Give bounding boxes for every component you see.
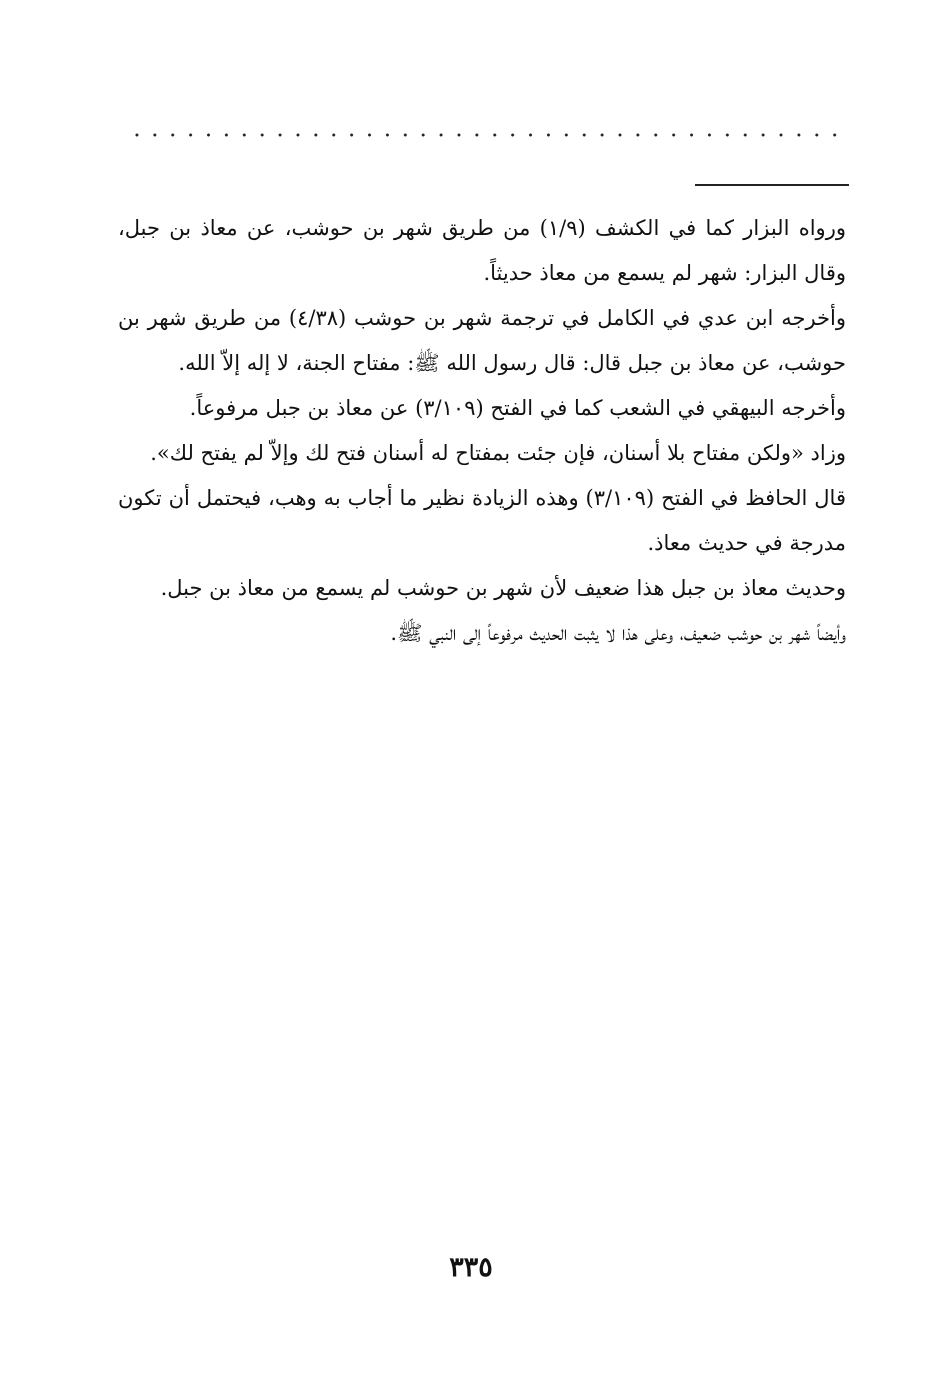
footnote-rule bbox=[695, 184, 849, 186]
dotted-separator bbox=[128, 124, 844, 146]
paragraph: وأخرجه البيهقي في الشعب كما في الفتح (٣/١٠٩) عن معاذ بن جبل مرفوعاً. bbox=[189, 396, 846, 420]
paragraph: وأخرجه ابن عدي في الكامل في ترجمة شهر بن حوشب (٤/٣٨) من طريق شهر بن حوشب، عن معاذ بن جبل قال: قال رسول الله ﷺ: مفتاح الجنة، لا إله إلاّ الله. bbox=[118, 306, 846, 375]
paragraph: وحديث معاذ بن جبل هذا ضعيف لأن شهر بن حوشب لم يسمع من معاذ بن جبل. bbox=[160, 576, 846, 600]
paragraph: ورواه البزار كما في الكشف (١/٩) من طريق شهر بن حوشب، عن معاذ بن جبل، وقال البزار: شهر لم يسمع من معاذ حديثاً. bbox=[118, 216, 846, 285]
footnote-text bbox=[118, 206, 846, 656]
page-number: ٣٣٥ bbox=[449, 1252, 493, 1283]
paragraph: وأيضاً شهر بن حوشب ضعيف، وعلى هذا لا يثبت الحديث مرفوعاً إلى النبي ﷺ. bbox=[390, 621, 846, 645]
paragraph: قال الحافظ في الفتح (٣/١٠٩) وهذه الزيادة نظير ما أجاب به وهب، فيحتمل أن تكون مدرجة في حديث معاذ. bbox=[118, 486, 846, 555]
paragraph: وزاد «ولكن مفتاح بلا أسنان، فإن جئت بمفتاح له أسنان فتح لك وإلاّ لم يفتح لك». bbox=[150, 441, 846, 465]
